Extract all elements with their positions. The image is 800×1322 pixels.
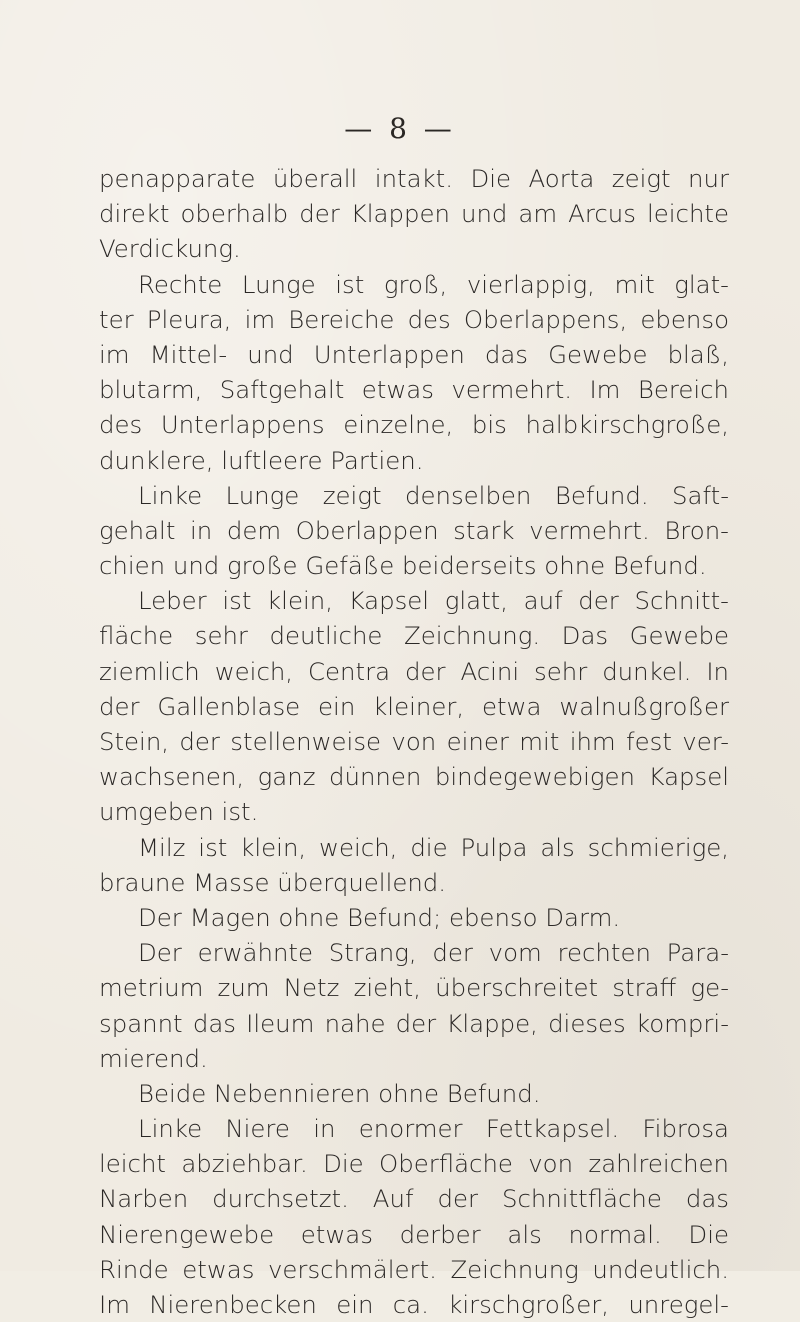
paragraph xyxy=(99,830,729,900)
text-line: direkt oberhalb der Klappen und am Arcus leichte xyxy=(99,199,729,229)
paragraph xyxy=(99,583,729,829)
text-line: Linke Lunge zeigt denselben Befund. Saft- xyxy=(138,480,729,510)
text-line: dunklere, luftleere Partien. xyxy=(99,445,424,475)
text-line: spannt das Ileum nahe der Klappe, dieses kompri- xyxy=(99,1008,729,1038)
text-line: wachsenen, ganz dünnen bindegewebigen Kapsel xyxy=(99,762,729,792)
text-line: ter Pleura, im Bereiche des Oberlappens, ebenso xyxy=(99,304,729,334)
text-line: des Unterlappens einzelne, bis halbkirschgroße, xyxy=(99,410,729,440)
paragraph xyxy=(99,900,729,935)
text-line: gehalt in dem Oberlappen stark vermehrt. Bron- xyxy=(99,515,729,545)
paragraph xyxy=(99,267,729,478)
text-line: Nierengewebe etwas derber als normal. Die xyxy=(99,1219,729,1249)
text-line: fläche sehr deutliche Zeichnung. Das Gewebe xyxy=(99,621,729,651)
paragraph xyxy=(99,1076,729,1111)
body-text xyxy=(99,161,729,1322)
text-line: penapparate überall intakt. Die Aorta zeigt nur xyxy=(99,164,729,193)
text-line: Der Magen ohne Befund; ebenso Darm. xyxy=(138,902,621,932)
text-line: Der erwähnte Strang, der vom rechten Para- xyxy=(138,938,729,968)
text-line: Im Nierenbecken ein ca. kirschgroßer, unregel- xyxy=(99,1290,729,1319)
text-line: Leber ist klein, Kapsel glatt, auf der Schnitt- xyxy=(138,586,729,616)
text-line: Rinde etwas verschmälert. Zeichnung undeutlich. xyxy=(99,1254,729,1284)
text-line: Linke Niere in enormer Fettkapsel. Fibrosa xyxy=(138,1114,729,1144)
text-line: Narben durchsetzt. Auf der Schnittfläche das xyxy=(99,1184,729,1214)
text-line: braune Masse überquellend. xyxy=(99,867,447,897)
text-line: im Mittel- und Unterlappen das Gewebe blaß, xyxy=(99,339,729,369)
text-line: Beide Nebennieren ohne Befund. xyxy=(138,1078,541,1108)
paragraph xyxy=(99,161,729,267)
text-line: Milz ist klein, weich, die Pulpa als schmierige, xyxy=(138,832,729,862)
text-line: der Gallenblase ein kleiner, etwa walnußgroßer xyxy=(99,691,729,721)
text-line: metrium zum Netz zieht, überschreitet straff ge- xyxy=(99,973,729,1003)
text-line: ziemlich weich, Centra der Acini sehr dunkel. In xyxy=(99,656,729,686)
text-line: leicht abziehbar. Die Oberfläche von zahlreichen xyxy=(99,1149,729,1179)
text-line: blutarm, Saftgehalt etwas vermehrt. Im Bereich xyxy=(99,375,729,405)
page-number: — 8 — xyxy=(344,112,456,145)
text-line: Rechte Lunge ist groß, vierlappig, mit glat- xyxy=(138,269,729,299)
paragraph xyxy=(99,478,729,584)
text-line: Verdickung. xyxy=(99,234,241,264)
text-line: Stein, der stellenweise von einer mit ihm fest ver- xyxy=(99,727,729,756)
text-line: chien und große Gefäße beiderseits ohne Befund. xyxy=(99,551,707,581)
paragraph xyxy=(99,1111,729,1322)
text-line: umgeben ist. xyxy=(99,797,259,827)
text-line: mierend. xyxy=(99,1043,208,1073)
paragraph xyxy=(99,935,729,1076)
